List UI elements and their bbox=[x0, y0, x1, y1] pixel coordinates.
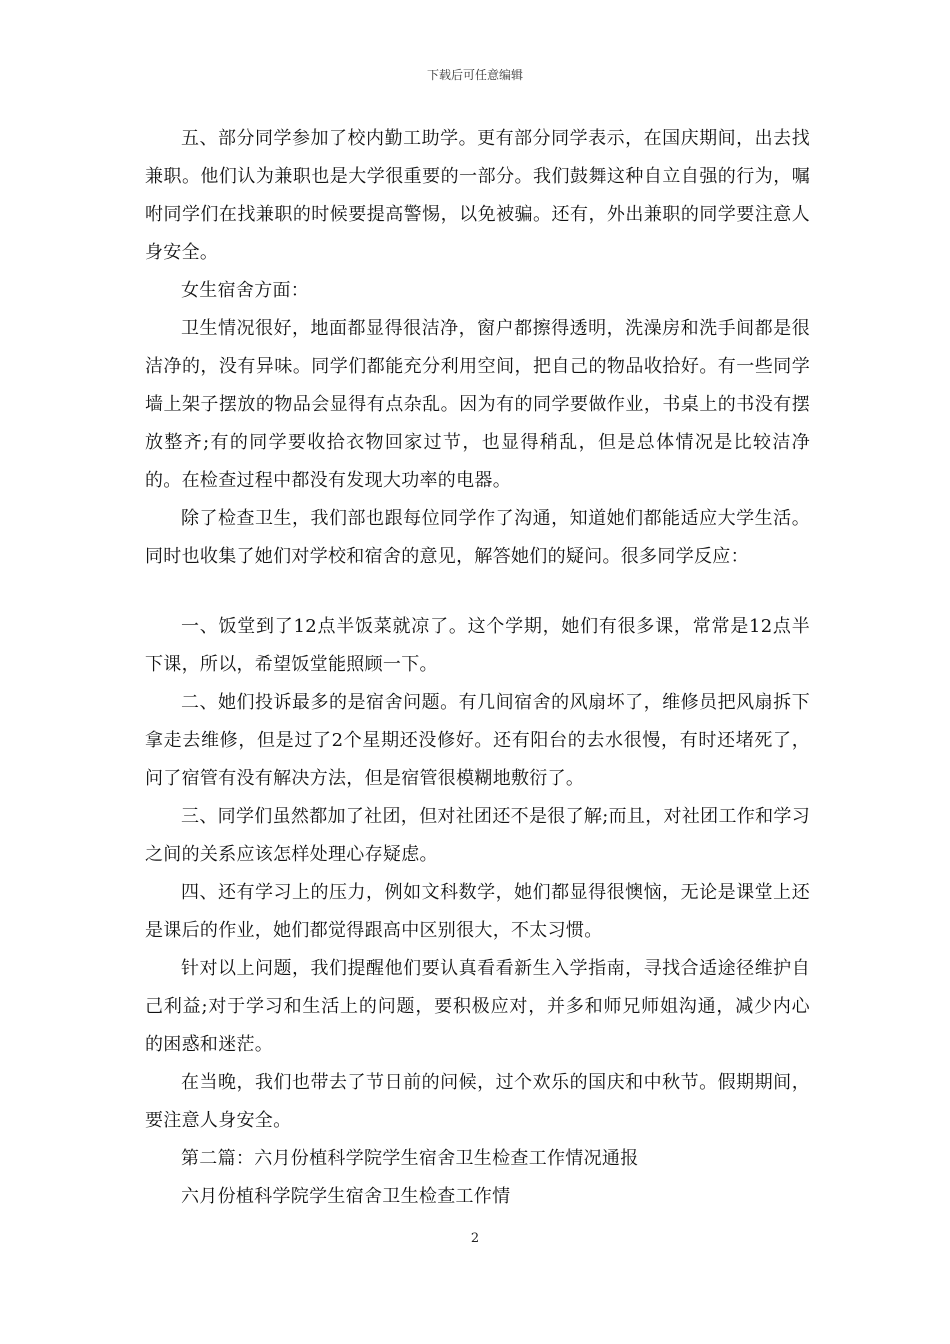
paragraph-second-article-start: 六月份植科学院学生宿舍卫生检查工作情 bbox=[181, 1186, 511, 1207]
page-number: 2 bbox=[470, 1231, 480, 1246]
paragraph-item-4: 四、还有学习上的压力，例如文科数学，她们都显得很懊恼，无论是课堂上还是课后的作业，她们都觉得跟高中区别很大，不太习惯。 bbox=[145, 882, 810, 941]
paragraph-second-article-title: 第二篇：六月份植科学院学生宿舍卫生检查工作情况通报 bbox=[181, 1148, 639, 1169]
paragraph-holiday: 在当晚，我们也带去了节日前的问候，过个欢乐的国庆和中秋节。假期期间，要注意人身安全。 bbox=[145, 1072, 810, 1131]
page-header: 下载后可任意编辑 bbox=[426, 68, 523, 82]
paragraph-gap bbox=[145, 576, 810, 608]
paragraph-part-time-work: 五、部分同学参加了校内勤工助学。更有部分同学表示，在国庆期间，出去找兼职。他们认为兼职也是大学很重要的一部分。我们鼓舞这种自立自强的行为，嘱咐同学们在找兼职的时候要提高警惕，以免被骗。还有，外出兼职的同学要注意人身安全。 bbox=[145, 128, 810, 263]
paragraph-response: 针对以上问题，我们提醒他们要认真看看新生入学指南，寻找合适途径维护自己利益;对于学习和生活上的问题，要积极应对，并多和师兄师姐沟通，减少内心的困惑和迷茫。 bbox=[145, 958, 810, 1055]
paragraph-item-1: 一、饭堂到了12点半饭菜就凉了。这个学期，她们有很多课，常常是12点半下课，所以，希望饭堂能照顾一下。 bbox=[145, 616, 810, 675]
paragraph-communication: 除了检查卫生，我们部也跟每位同学作了沟通，知道她们都能适应大学生活。同时也收集了她们对学校和宿舍的意见，解答她们的疑问。很多同学反应： bbox=[145, 508, 810, 567]
paragraph-item-2: 二、她们投诉最多的是宿舍问题。有几间宿舍的风扇坏了，维修员把风扇拆下拿走去维修，但是过了2个星期还没修好。还有阳台的去水很慢，有时还堵死了，问了宿管有没有解决方法，但是宿管很模糊地敷衍了。 bbox=[145, 692, 810, 789]
paragraph-female-dorm-heading: 女生宿舍方面： bbox=[181, 280, 310, 301]
paragraph-hygiene: 卫生情况很好，地面都显得很洁净，窗户都擦得透明，洗澡房和洗手间都是很洁净的，没有异味。同学们都能充分利用空间，把自己的物品收拾好。有一些同学墙上架子摆放的物品会显得有点杂乱。因为有的同学要做作业，书桌上的书没有摆放整齐;有的同学要收拾衣物回家过节，也显得稍乱，但是总体情况是比较洁净的。在检查过程中都没有发现大功率的电器。 bbox=[145, 318, 810, 491]
paragraph-item-3: 三、同学们虽然都加了社团，但对社团还不是很了解;而且，对社团工作和学习之间的关系应该怎样处理心存疑虑。 bbox=[145, 806, 810, 865]
document-body bbox=[145, 120, 810, 1216]
